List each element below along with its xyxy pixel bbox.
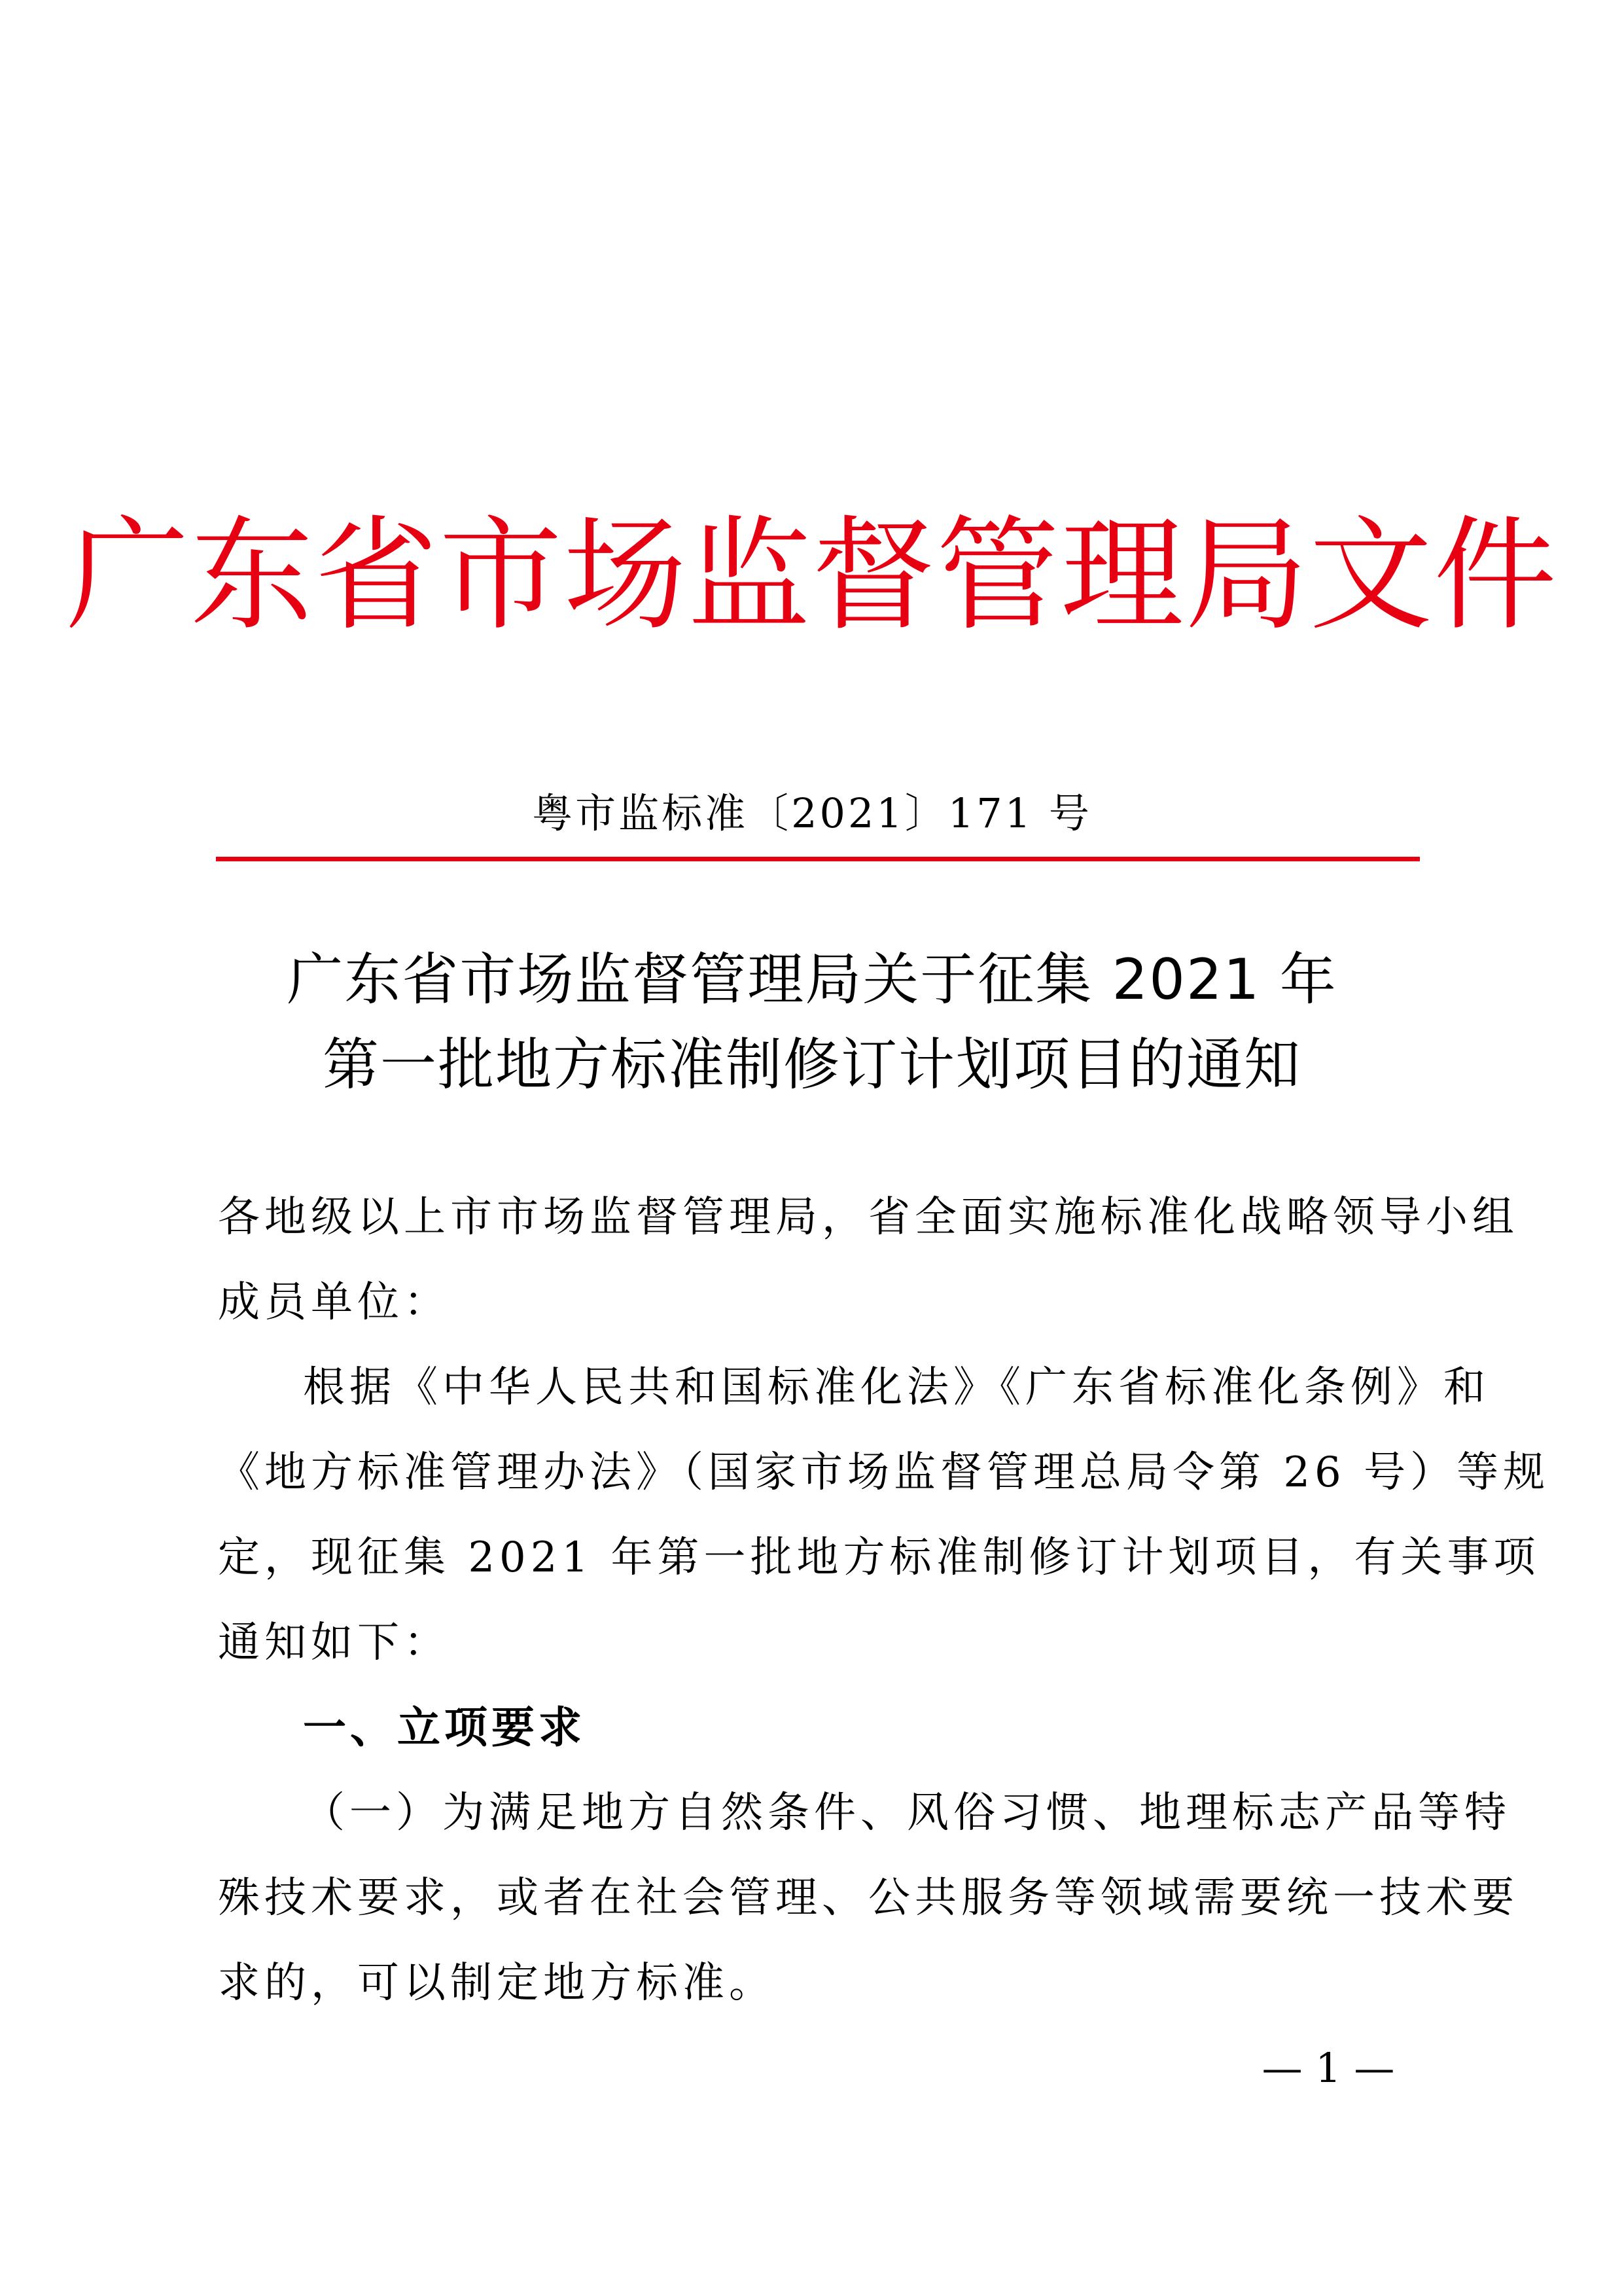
addressee-line-1: 各地级以上市市场监督管理局，省全面实施标准化战略领导小组: [218, 1193, 1519, 1242]
item-1-line-1: （一）为满足地方自然条件、风俗习惯、地理标志产品等特: [303, 1789, 1511, 1837]
paragraph-1-line-1: 根据《中华人民共和国标准化法》《广东省标准化条例》和: [303, 1363, 1490, 1412]
notice-title-line-1: 广东省市场监督管理局关于征集 2021 年: [287, 947, 1337, 1013]
red-separator-rule: [216, 857, 1420, 861]
paragraph-1-line-2: 《地方标准管理办法》（国家市场监督管理总局令第 26 号）等规: [218, 1448, 1550, 1497]
item-1-line-3: 求的，可以制定地方标准。: [218, 1959, 775, 2007]
section-1-heading: 一、立项要求: [303, 1702, 586, 1753]
paragraph-1-line-3: 定，现征集 2021 年第一批地方标准制修订计划项目，有关事项: [218, 1534, 1540, 1582]
document-number: 粤市监标准〔2021〕171 号: [532, 789, 1092, 837]
paragraph-1-line-4: 通知如下：: [218, 1619, 450, 1667]
addressee-line-2: 成员单位：: [218, 1278, 450, 1327]
page-number: — 1 —: [1262, 2044, 1395, 2092]
item-1-line-2: 殊技术要求，或者在社会管理、公共服务等领域需要统一技术要: [218, 1874, 1519, 1922]
document-masthead: 广东省市场监督管理局文件: [66, 504, 1558, 647]
notice-title-line-2: 第一批地方标准制修订计划项目的通知: [323, 1032, 1301, 1098]
